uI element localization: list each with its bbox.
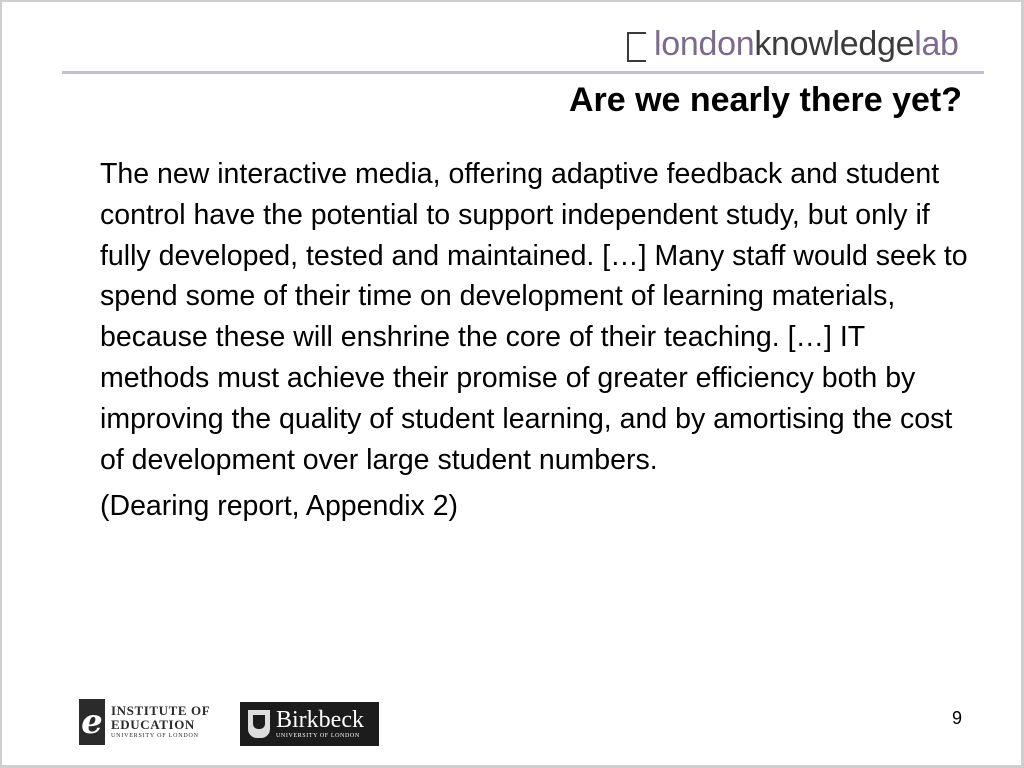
quote-paragraph: The new interactive media, offering adaptive feedback and student control have the potential to support independent study, but only if fully developed, tested and maintained. […] Many staff would seek to spend some of their time on development of learning materials, because these will enshrine the core of their teaching. […] IT methods must achieve their promise of greater efficiency both by improving the quality of student learning, and by amortising the cost of development over large student numbers. — [100, 158, 968, 476]
ioe-line-2: EDUCATION — [111, 716, 195, 732]
logo-text-lab: lab — [914, 25, 959, 63]
crest-icon — [248, 710, 270, 738]
london-knowledge-lab-logo — [627, 22, 959, 66]
bracket-icon — [627, 32, 646, 62]
ioe-e-icon: e — [79, 699, 105, 745]
logo-text-knowledge: knowledge — [754, 25, 915, 63]
citation: (Dearing report, Appendix 2) — [100, 490, 459, 523]
birkbeck-name: Birkbeck — [276, 707, 364, 733]
ioe-line-3: UNIVERSITY OF LONDON — [111, 732, 199, 739]
page-number: 9 — [952, 708, 963, 728]
slide-title: Are we nearly there yet? — [568, 81, 962, 119]
birkbeck-logo — [240, 702, 379, 746]
slide-body — [100, 154, 980, 527]
ioe-line-1: INSTITUTE OF — [111, 702, 211, 718]
logo-text-london: london — [654, 25, 755, 63]
slide — [2, 2, 1021, 765]
birkbeck-subtitle: UNIVERSITY OF LONDON — [276, 733, 360, 739]
header-divider — [62, 71, 984, 74]
institute-of-education-logo — [79, 699, 210, 745]
